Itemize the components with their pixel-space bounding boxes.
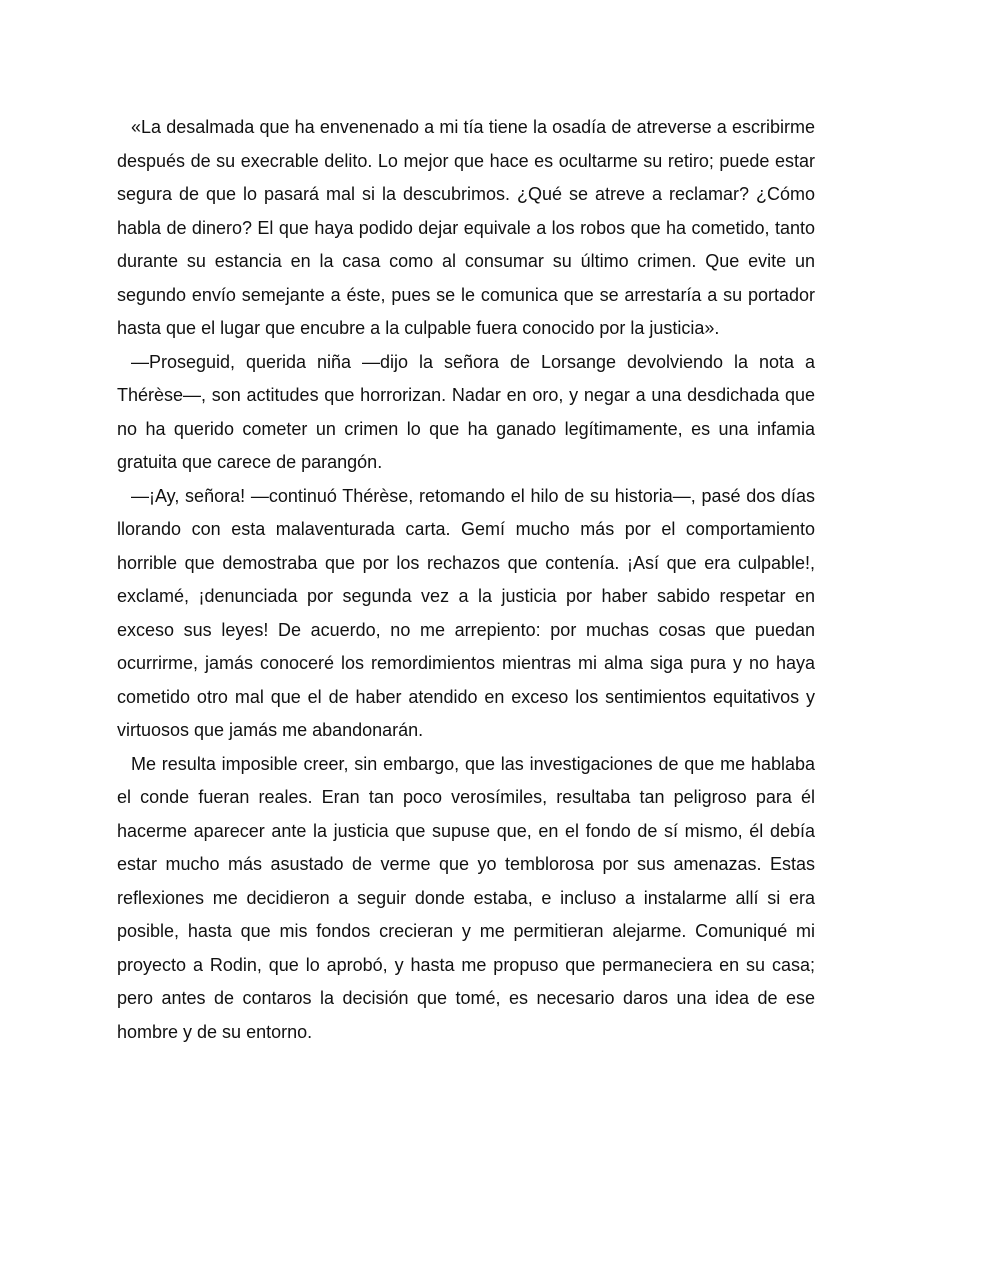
paragraph-therese-lament: —¡Ay, señora! —continuó Thérèse, retomando el hilo de su historia—, pasé dos días llorando con esta malaventurada carta. Gemí mucho más por el comportamiento horrible que demostraba que por los rechazos que contenía. ¡Así que era culpable!, exclamé, ¡denunciada por segunda vez a la justicia por haber sabido respetar en exceso sus leyes! De acuerdo, no me arrepiento: por muchas cosas que puedan ocurrirme, jamás conoceré los remordimientos mientras mi alma siga pura y no haya cometido otro mal que el de haber atendido en exceso los sentimientos equitativos y virtuosos que jamás me abandonarán.: [117, 485, 815, 740]
paragraph-lorsange-reply: —Proseguid, querida niña —dijo la señora de Lorsange devolviendo la nota a Thérèse—, son actitudes que horrorizan. Nadar en oro, y negar a una desdichada que no ha querido cometer un crimen lo que ha ganado legítimamente, es una infamia gratuita que carece de parangón.: [117, 351, 815, 472]
paragraph-rodin: Me resulta imposible creer, sin embargo, que las investigaciones de que me hablaba el conde fueran reales. Eran tan poco verosímiles, resultaba tan peligroso para él hacerme aparecer ante la justicia que supuse que, en el fondo de sí mismo, él debía estar mucho más asustado de verme que yo temblorosa por sus amenazas. Estas reflexiones me decidieron a seguir donde estaba, e incluso a instalarme allí si era posible, hasta que mis fondos crecieran y me permitieran alejarme. Comuniqué mi proyecto a Rodin, que lo aprobó, y hasta me propuso que permaneciera en su casa; pero antes de contaros la decisión que tomé, es necesario daros una idea de ese hombre y de su entorno.: [117, 753, 815, 1042]
document-page: [117, 111, 815, 1049]
paragraph-letter: «La desalmada que ha envenenado a mi tía tiene la osadía de atreverse a escribirme después de su execrable delito. Lo mejor que hace es ocultarme su retiro; puede estar segura de que lo pasará mal si la descubrimos. ¿Qué se atreve a reclamar? ¿Cómo habla de dinero? El que haya podido dejar equivale a los robos que ha cometido, tanto durante su estancia en la casa como al consumar su último crimen. Que evite un segundo envío semejante a éste, pues se le comunica que se arrestaría a su portador hasta que el lugar que encubre a la culpable fuera conocido por la justicia».: [117, 117, 815, 338]
